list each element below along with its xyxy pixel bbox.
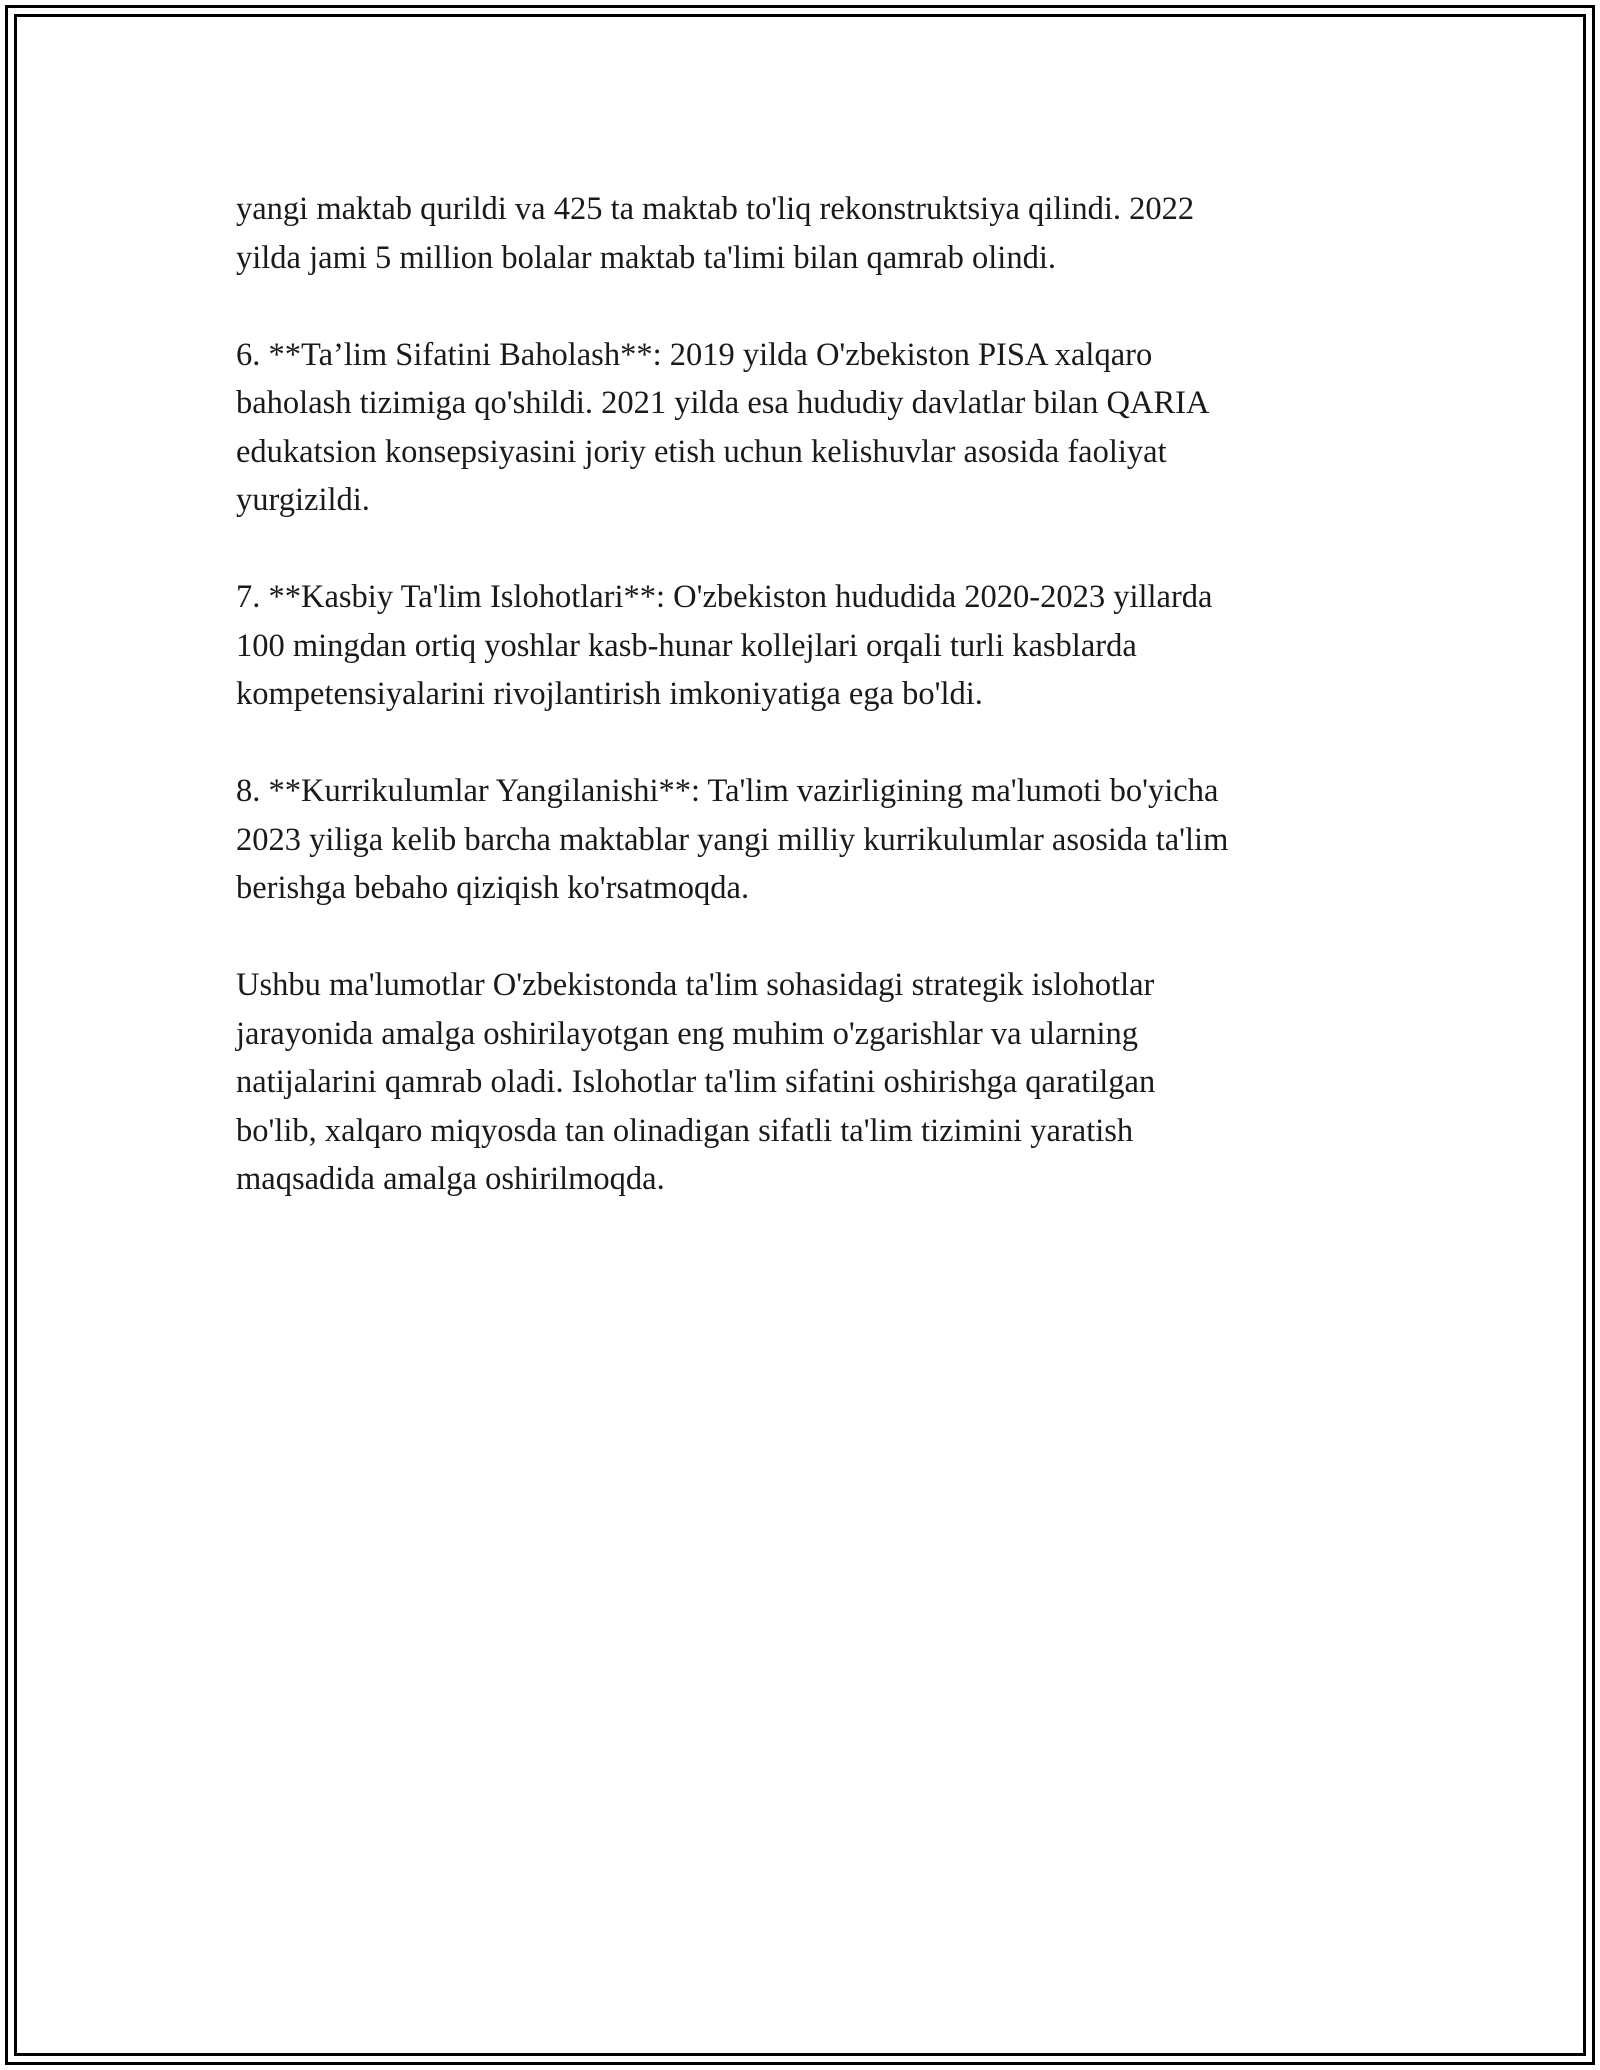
text-line: jarayonida amalga oshirilayotgan eng muhim o'zgarishlar va ularning	[236, 1015, 1139, 1052]
text-line: yilda jami 5 million bolalar maktab ta'limi bilan qamrab olindi.	[236, 239, 1056, 276]
paragraph-item-8-curriculum-update	[236, 767, 1376, 913]
text-line: bo'lib, xalqaro miqyosda tan olinadigan sifatli ta'lim tizimini yaratish	[236, 1112, 1134, 1149]
text-line: 8. **Kurrikulumlar Yangilanishi**: Ta'lim vazirligining ma'lumoti bo'yicha	[236, 773, 1219, 809]
text-line: 7. **Kasbiy Ta'lim Islohotlari**: O'zbekiston hududida 2020-2023 yillarda	[236, 579, 1213, 615]
text-line: 2023 yiliga kelib barcha maktablar yangi milliy kurrikulumlar asosida ta'lim	[236, 821, 1229, 858]
text-line: 6. **Ta’lim Sifatini Baholash**: 2019 yilda O'zbekiston PISA xalqaro	[236, 336, 1153, 373]
text-line: 100 mingdan ortiq yoshlar kasb-hunar kollejlari orqali turli kasblarda	[236, 627, 1137, 664]
text-line: yangi maktab qurildi va 425 ta maktab to'liq rekonstruktsiya qilindi. 2022	[236, 191, 1195, 227]
text-line: kompetensiyalarini rivojlantirish imkoniyatiga ega bo'ldi.	[236, 676, 983, 712]
document-body	[236, 185, 1376, 1252]
text-line: natijalarini qamrab oladi. Islohotlar ta'lim sifatini oshirishga qaratilgan	[236, 1064, 1156, 1100]
text-line: Ushbu ma'lumotlar O'zbekistonda ta'lim sohasidagi strategik islohotlar	[236, 967, 1155, 1003]
text-line: edukatsion konsepsiyasini joriy etish uchun kelishuvlar asosida faoliyat	[236, 433, 1167, 470]
text-line: berishga bebaho qiziqish ko'rsatmoqda.	[236, 870, 750, 906]
paragraph-school-construction	[236, 185, 1376, 282]
text-line: baholash tizimiga qo'shildi. 2021 yilda esa hududiy davlatlar bilan QARIA	[236, 385, 1210, 421]
text-line: yurgizildi.	[236, 482, 370, 518]
paragraph-conclusion	[236, 961, 1376, 1204]
text-line: maqsadida amalga oshirilmoqda.	[236, 1161, 665, 1197]
paragraph-item-6-quality-assessment	[236, 331, 1376, 525]
paragraph-item-7-vocational-reform	[236, 573, 1376, 719]
